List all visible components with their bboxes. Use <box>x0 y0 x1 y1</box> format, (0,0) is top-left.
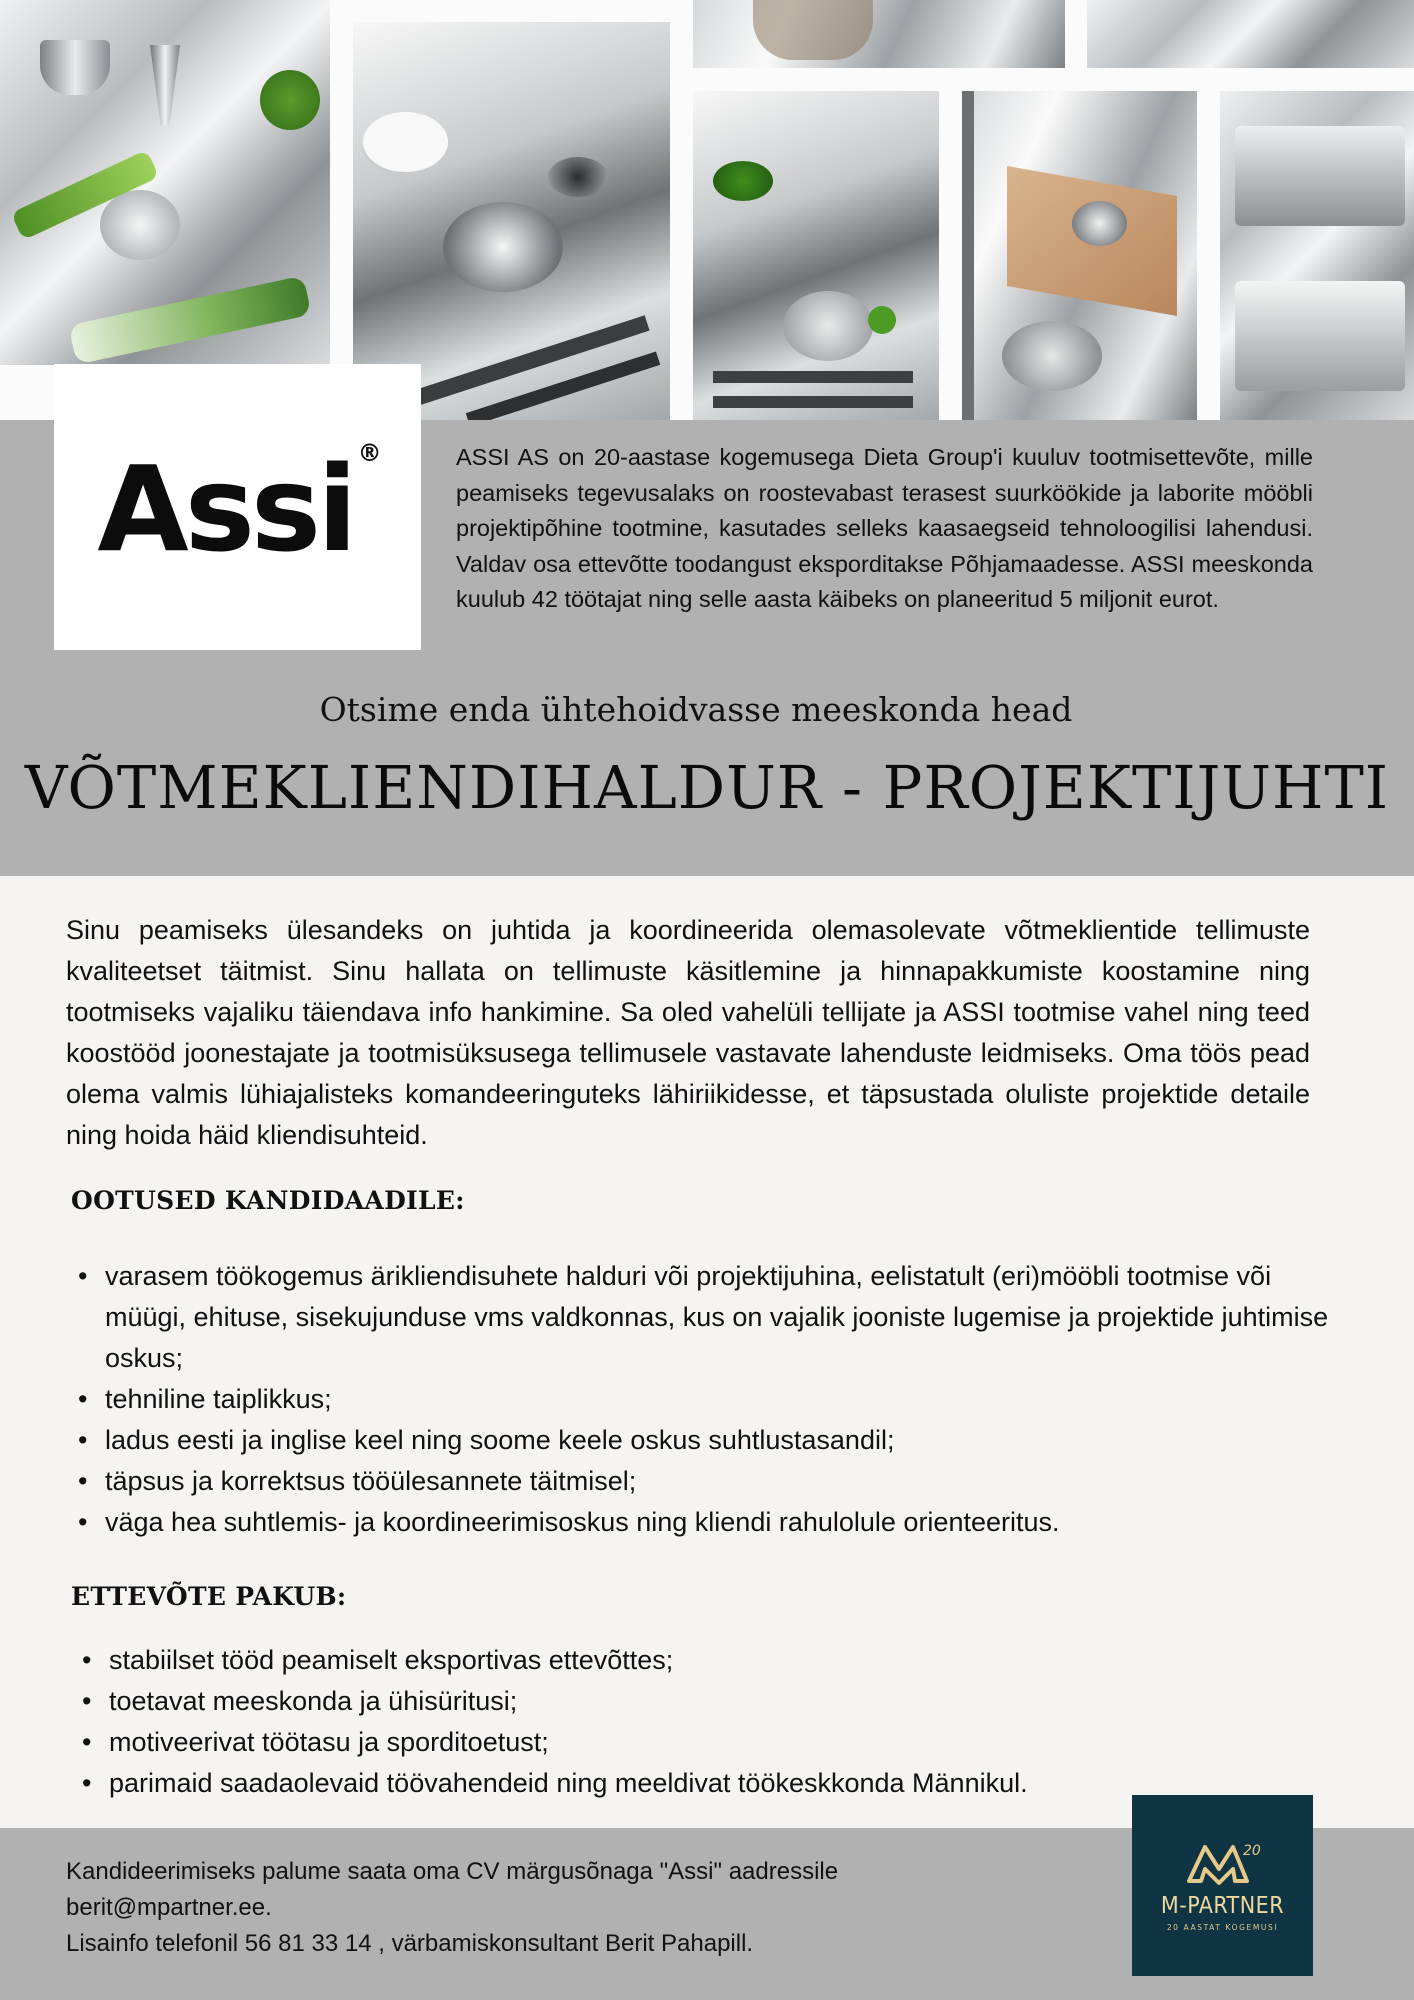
list-item: • varasem töökogemus ärikliendisuhete halduri või projektijuhina, eelistatult (eri)mööbli tootmise või müügi, ehituse, sisekujunduse vms valdkonnas, kus on vajalik jooniste lugemise ja projektide juhtimise oskus; <box>72 1256 1352 1379</box>
offers-list <box>76 1640 1176 1804</box>
expectations-heading: OOTUSED KANDIDAADILE: <box>71 1186 465 1215</box>
list-item: • stabiilset tööd peamiselt eksportivas ettevõttes; <box>76 1640 1176 1681</box>
offers-heading: ETTEVÕTE PAKUB: <box>71 1582 347 1611</box>
headline-subheading: Otsime enda ühtehoidvasse meeskonda head <box>319 690 1073 729</box>
logo-wordmark: Assi <box>97 440 354 578</box>
m-partner-emblem-icon <box>1185 1839 1261 1887</box>
application-line: Kandideerimiseks palume saata oma CV märgusõnaga "Assi" aadressile <box>66 1858 839 1885</box>
list-item: • täpsus ja korrektsus tööülesannete täitmisel; <box>72 1461 1352 1502</box>
list-item: • parimaid saadaolevaid töövahendeid ning meeldivat töökeskkonda Männikul. <box>76 1763 1176 1804</box>
company-intro: ASSI AS on 20-aastase kogemusega Dieta Group'i kuuluv tootmisettevõte, mille peamiseks tegevusalaks on roostevabast terasest suurköökide ja laborite mööbli projektipõhine tootmine, kasutades selleks kaasaegseid tehnoloogilisi lahendusi. Valdav osa ettevõtte toodangust eksporditakse Põhjamaadesse. ASSI meeskonda kuulub 42 töötajat ning selle aasta käibeks on planeeritud 5 miljonit eurot. <box>456 444 1313 612</box>
photo-steel-table-leeks <box>0 0 330 365</box>
registered-mark: ® <box>357 439 382 467</box>
anniversary-mark: 20 <box>1242 1843 1261 1859</box>
photo-steel-sink-top <box>693 0 1065 68</box>
list-item: • toetavat meeskonda ja ühisüritusi; <box>76 1681 1176 1722</box>
list-item: • motiveerivat töötasu ja sporditoetust; <box>76 1722 1176 1763</box>
photo-steel-rack-bowls <box>353 22 670 420</box>
job-title: VÕTMEKLIENDIHALDUR - PROJEKTIJUHTI <box>24 753 1390 822</box>
list-item: • väga hea suhtlemis- ja koordineerimisoskus ning kliendi rahulolule orienteeritus. <box>72 1502 1352 1543</box>
application-info <box>66 1854 838 1962</box>
contact-line: Lisainfo telefonil 56 81 33 14 , värbamiskonsultant Berit Pahapill. <box>66 1930 754 1957</box>
photo-steel-corner <box>1087 0 1414 68</box>
assi-logo <box>54 364 421 650</box>
expectations-list <box>72 1256 1352 1543</box>
photo-steel-sink-colander <box>693 91 939 420</box>
photo-steel-shelf-board <box>962 91 1197 420</box>
application-email[interactable]: berit@mpartner.ee. <box>66 1894 272 1921</box>
m-partner-logo <box>1132 1795 1313 1976</box>
job-description: Sinu peamiseks ülesandeks on juhtida ja koordineerida olemasolevate võtmeklientide tellimuste kvaliteetset täitmist. Sinu hallata on tellimuste käsitlemine ja hinnapakkumiste koostamine ning tootmiseks vajaliku täiendava info hankimine. Sa oled vahelüli tellijate ja ASSI tootmise vahel ning teed koostööd joonestajate ja tootmisüksusega tellimusele vastavate lahenduste leidmiseks. Oma töös pead olema valmis lühiajalisteks komandeeringuteks lähiriikidesse, et täpsustada oluliste projektide detaile ning hoida häid kliendisuhteid. <box>66 915 1310 1150</box>
m-partner-name: M-PARTNER <box>1160 1893 1285 1919</box>
product-photo-collage <box>0 0 1414 420</box>
photo-steel-pans <box>1220 91 1414 420</box>
m-partner-tagline: 20 AASTAT KOGEMUSI <box>1166 1923 1279 1932</box>
list-item: • ladus eesti ja inglise keel ning soome keele oskus suhtlustasandil; <box>72 1420 1352 1461</box>
list-item: • tehniline taiplikkus; <box>72 1379 1352 1420</box>
